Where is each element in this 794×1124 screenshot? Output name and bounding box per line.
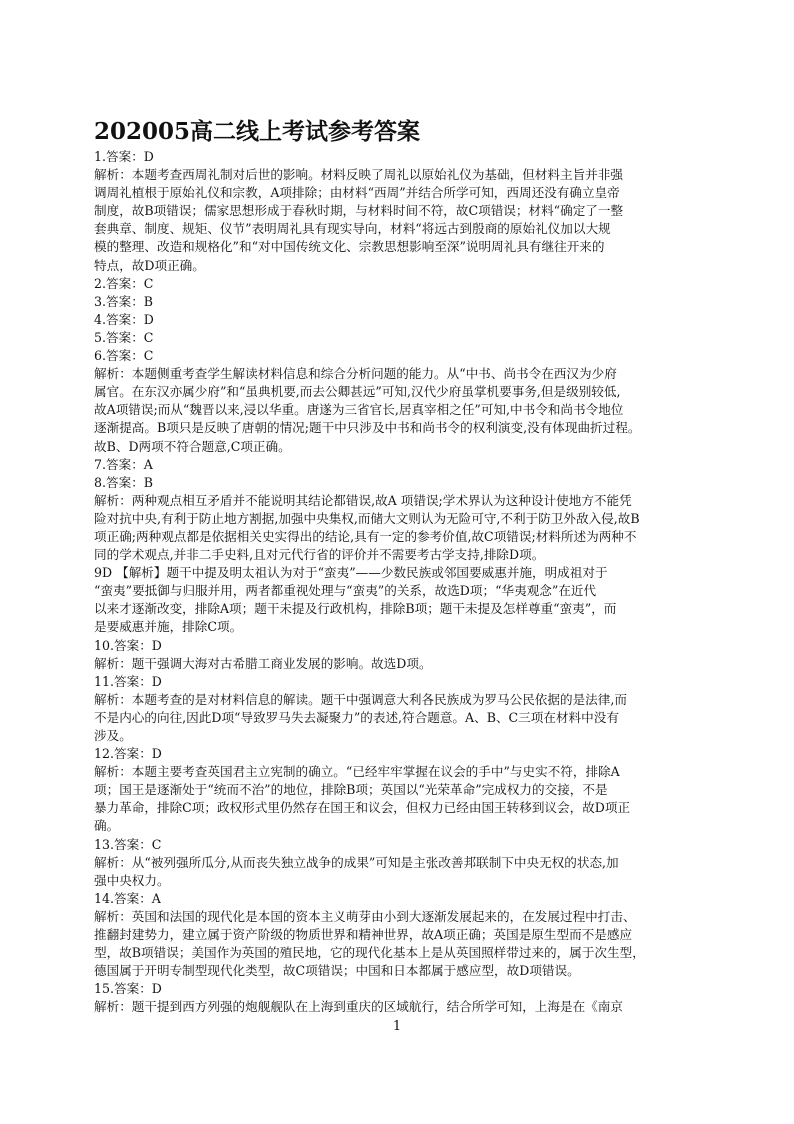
- text-line: 属官。在东汉亦属少府”和“虽典机要,而去公卿甚远”可知,汉代少府虽掌机要事务,但是级别较低,: [94, 384, 621, 400]
- text-line: 5.答案：C: [94, 329, 154, 345]
- text-line: 模的整理、改造和规格化”和“对中国传统文化、宗教思想影响至深”说明周礼具有继往开来的: [94, 239, 605, 255]
- text-line: 推翻封建势力，建立属于资产阶级的物质世界和精神世界，故A项正确；英国是原生型而不是感应: [94, 927, 633, 943]
- text-line: 不是内心的向往,因此D项“导致罗马失去凝聚力”的表述,符合题意。A、B、C三项在材料中没有: [94, 709, 619, 725]
- text-line: 险对抗中央,有利于防止地方割据,加强中央集权,而储大文则认为无险可守,不利于防卫外敌入侵,故B: [94, 510, 640, 526]
- text-line: 故A项错误;而从“魏晋以来,浸以华重。唐遂为三省官长,居真宰相之任”可知,中书令和尚书令地位: [94, 402, 624, 418]
- text-line: 德国属于开明专制型现代化类型，故C项错误；中国和日本都属于感应型，故D项错误。: [94, 963, 580, 979]
- text-line: 4.答案：D: [94, 311, 154, 327]
- document-body: [94, 118, 700, 1017]
- text-line: 涉及。: [94, 728, 132, 743]
- text-line: 2.答案：C: [94, 275, 154, 291]
- text-line: 解析：从“被列强所瓜分,从而丧失独立战争的成果”可知是主张改善邦联制下中央无权的状态,加: [94, 854, 619, 870]
- text-line: 10.答案：D: [94, 637, 162, 653]
- text-line: 7.答案：A: [94, 456, 153, 472]
- text-line: 6.答案：C: [94, 348, 154, 364]
- text-line: 型，故B项错误；美国作为英国的殖民地，它的现代化基本上是从英国照样带过来的，属于次生型，: [94, 945, 645, 961]
- text-line: 制度，故B项错误；儒家思想形成于春秋时期，与材料时间不符，故C项错误；材料“确定了一整: [94, 203, 624, 219]
- text-line: 15.答案：D: [94, 981, 162, 997]
- text-line: 解析：本题侧重考查学生解读材料信息和综合分析问题的能力。从“中书、尚书令在西汉为少府: [94, 366, 617, 382]
- text-line: 12.答案：D: [94, 746, 162, 762]
- text-line: 项正确;两种观点都是依据相关史实得出的结论,具有一定的参考价值,故C项错误;材料所述为两种不: [94, 528, 637, 544]
- text-line: 调周礼植根于原始礼仪和宗教，A项排除；由材料“西周”并结合所学可知，西周还没有确立皇帝: [94, 185, 620, 201]
- text-line: 1.答案：D: [94, 149, 154, 164]
- text-line: 解析：本题考查西周礼制对后世的影响。材料反映了周礼以原始礼仪为基础，但材料主旨并非强: [94, 167, 623, 183]
- text-line: 故B、D两项不符合题意,C项正确。: [94, 438, 291, 454]
- text-line: 套典章、制度、规矩、仪节”表明周礼具有现实导向，材料“将远古到殷商的原始礼仪加以大规: [94, 221, 611, 237]
- text-line: 解析：英国和法国的现代化是本国的资本主义萌芽由小到大逐渐发展起来的，在发展过程中打击、: [94, 908, 636, 924]
- text-line: 3.答案：B: [94, 293, 154, 309]
- text-line: 9D 【解析】题干中提及明太祖认为对于“蛮夷”——少数民族或邻国要威惠并施，明成祖对于: [94, 565, 608, 581]
- text-line: 特点，故D项正确。: [94, 257, 205, 273]
- text-line: 解析：本题主要考查英国君主立宪制的确立。“已经牢牢掌握在议会的手中”与史实不符，排除A: [94, 764, 620, 780]
- text-line: 解析：题干提到西方列强的炮舰舰队在上海到重庆的区域航行，结合所学可知，上海是在《南京: [94, 999, 623, 1015]
- text-line: 确。: [94, 818, 120, 834]
- text-line: 以来才逐渐改变，排除A项；题干未提及行政机构，排除B项；题干未提及怎样尊重“蛮夷”，而: [94, 601, 617, 617]
- document-title: 202005高二线上考试参考答案: [94, 118, 421, 145]
- text-line: 14.答案：A: [94, 890, 161, 906]
- text-line: 解析：题干强调大海对古希腊工商业发展的影响。故选D项。: [94, 655, 432, 671]
- text-line: 是要威惠并施，排除C项。: [94, 619, 243, 635]
- text-line: 11.答案：D: [94, 673, 162, 689]
- text-line: 暴力革命，排除C项；政权形式里仍然存在国王和议会，但权力已经由国王转移到议会，故D项正: [94, 800, 631, 816]
- text-line: “蛮夷”要抵御与归服并用，两者都重视处理与“蛮夷”的关系，故选D项；“华夷观念”在近代: [94, 583, 597, 599]
- text-line: 解析：两种观点相互矛盾并不能说明其结论都错误,故A 项错误;学术界认为这种设计使地方不能凭: [94, 492, 632, 508]
- text-line: 解析：本题考查的是对材料信息的解读。题干中强调意大利各民族成为罗马公民依据的是法律,而: [94, 691, 627, 707]
- text-line: 项；国王是逐渐处于“统而不治”的地位，排除B项；英国以“光荣革命”完成权力的交接，不是: [94, 782, 608, 798]
- text-line: 13.答案：C: [94, 836, 162, 852]
- answer-text: [94, 148, 700, 1017]
- text-line: 逐渐提高。B项只是反映了唐朝的情况;题干中只涉及中书和尚书令的权利演变,没有体现曲折过程。: [94, 420, 641, 436]
- text-line: 同的学术观点,并非二手史料,且对元代行省的评价并不需要考古学支持,排除D项。: [94, 547, 545, 563]
- text-line: 强中央权力。: [94, 872, 170, 888]
- page-number: 1: [392, 1019, 402, 1034]
- text-line: 8.答案：B: [94, 474, 154, 490]
